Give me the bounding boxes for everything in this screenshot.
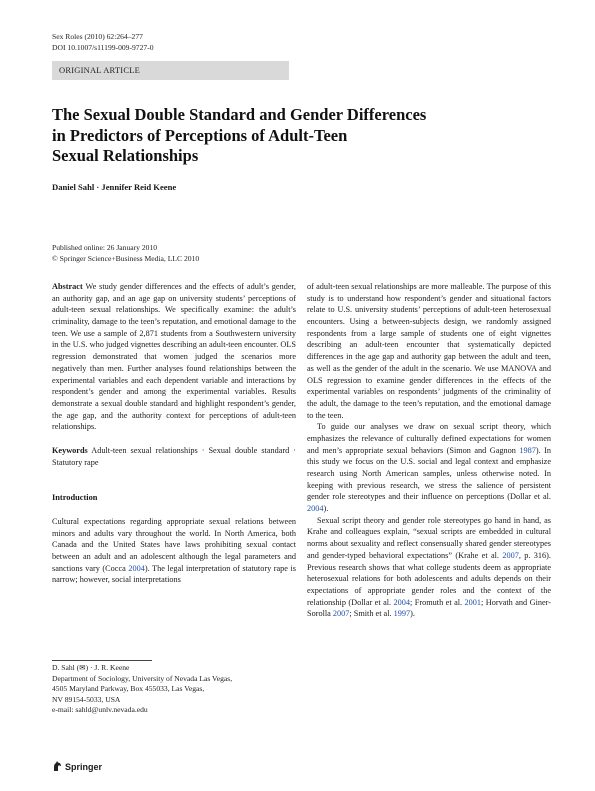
publication-info — [52, 243, 199, 264]
citation-link[interactable]: 2007 — [332, 609, 350, 619]
copyright: © Springer Science+Business Media, LLC 2010 — [52, 253, 200, 263]
article-title — [52, 105, 522, 167]
citation-link[interactable]: 2001 — [464, 597, 482, 607]
paragraph — [307, 515, 551, 620]
abstract-label: Abstract — [52, 282, 83, 291]
address-city: NV 89154-5033, USA — [52, 694, 121, 704]
intro-text-a: Cultural expectations regarding appropriate sexual relations between minors and adults vary throughout the world. In North America, both Canada and the United States have laws prohibiting sexual contact between an adult and an adolescent although the legal parameters and sanctions vary (Cocca — [52, 517, 296, 573]
keywords-text: Adult-teen sexual relationships · Sexual double standard · Statutory rape — [52, 445, 296, 467]
text-span: ; Fromuth et al. — [410, 597, 465, 607]
paragraph: of adult-teen sexual relationships are more malleable. The purpose of this study is to understand how respondent’s gender and situational factors relate to U.S. university students’ perceptions of adult-teen heterosexual encounters. Using a between-subjects design, we randomly assigned respondents from a large sample of students one of eight vignettes describing an adult-teen encounter that systematically depicted differences in the age gap and authority gap between the adult and teen, as well as the gender of the adult in the scenario. We use MANOVA and OLS regression to examine gender differences in the effects of the experimental variables on respondents’ judgments of the criminality of the adult, the damage to the teen’s reputation, and the emotional damage to the teen. — [307, 282, 551, 420]
published-date: Published online: 26 January 2010 — [52, 243, 158, 252]
paragraph — [307, 421, 551, 515]
citation-link[interactable]: 2004 — [393, 597, 411, 607]
introduction-paragraph — [52, 516, 296, 586]
author-list: Daniel Sahl · Jennifer Reid Keene — [52, 182, 177, 192]
abstract — [52, 281, 296, 433]
footnote-divider — [52, 660, 152, 661]
keywords-label: Keywords — [52, 445, 88, 455]
author-affiliation — [52, 663, 232, 716]
article-type-banner: ORIGINAL ARTICLE — [52, 61, 289, 80]
address-street: 4505 Maryland Parkway, Box 455033, Las Vegas, — [52, 684, 205, 694]
text-span: Sexual script theory and gender role stereotypes go hand in hand, as Krahe and colleagues explain, “sexual scripts are embedded in cultural norms about sexuality and reflect consensually shared gender stereotypes and gender-typed behavioral expectations” (Krahe et al. — [307, 515, 551, 560]
text-span: ). — [323, 504, 329, 514]
corresponding-authors: D. Sahl (✉) · J. R. Keene — [52, 663, 130, 672]
keywords — [52, 445, 296, 468]
right-column — [307, 281, 551, 620]
citation-link[interactable]: 2007 — [502, 550, 519, 560]
citation-link[interactable]: 2004 — [128, 563, 145, 573]
doi[interactable]: DOI 10.1007/s11199-009-9727-0 — [52, 43, 154, 52]
text-span: , p. 316). Previous research shows that what college students deem as appropriate heterosexual relations for both adolescents and adults depends on their expectations of appropriate gender roles and the context of the relationship (Dollar et al. — [307, 550, 551, 607]
publisher-footer — [52, 760, 102, 774]
citation-link[interactable]: 1987 — [519, 445, 536, 455]
title-line-3: Sexual Relationships — [52, 146, 199, 165]
springer-horse-icon — [52, 760, 63, 774]
email[interactable]: e-mail: sahld@unlv.nevada.edu — [52, 705, 148, 715]
department: Department of Sociology, University of Nevada Las Vegas, — [52, 673, 233, 683]
left-column — [52, 281, 296, 586]
text-span: ). — [410, 609, 415, 619]
citation-link[interactable]: 2004 — [307, 504, 324, 514]
citation-link[interactable]: 1997 — [393, 609, 411, 619]
intro-text-b: ). The legal interpretation of statutory rape is narrow; however, social interpretations — [52, 563, 296, 585]
introduction-heading: Introduction — [52, 493, 98, 503]
journal-header — [52, 31, 154, 53]
text-span: ; Smith et al. — [349, 609, 394, 619]
title-line-2: in Predictors of Perceptions of Adult-Teen — [52, 125, 348, 145]
text-span: To guide our analyses we draw on sexual script theory, which emphasizes the relevance of culturally defined expectations for women and men’s appropriate sexual behaviors (Simon and Gagnon — [307, 422, 551, 455]
journal-citation: Sex Roles (2010) 62:264–277 — [52, 32, 143, 41]
text-span: ; Horvath and Giner-Sorolla — [307, 597, 551, 619]
title-line-1: The Sexual Double Standard and Gender Differences — [52, 105, 427, 124]
publisher-name: Springer — [65, 762, 103, 772]
text-span: ). In this study we focus on the U.S. social and legal context and emphasize research using North American samples, unless otherwise noted. In keeping with previous research, we stress the salience of persistent gender role stereotypes and their influence on perceptions (Dollar et al. — [307, 445, 551, 502]
abstract-text: We study gender differences and the effects of adult’s gender, an authority gap, and an age gap on university students’ perceptions of adult-teen sexual relationships. We specifically examine: the adult’s criminality, damage to the teen’s reputation, and emotional damage to the teen. We use a sample of 2,871 students from a Southwestern university in the U.S. who judged vignettes describing an adult-teen encounter. OLS regression demonstrated that women judged the scenarios more negatively than men. Further analyses found relationships between the experimental variables and each dependent variable and interactions by respondent’s gender and among the experimental variables. Results demonstrate a sexual double standard and highlight respondent’s gender, the age gap, and the authority context for perceptions of adult-teen relationships. — [52, 282, 296, 432]
